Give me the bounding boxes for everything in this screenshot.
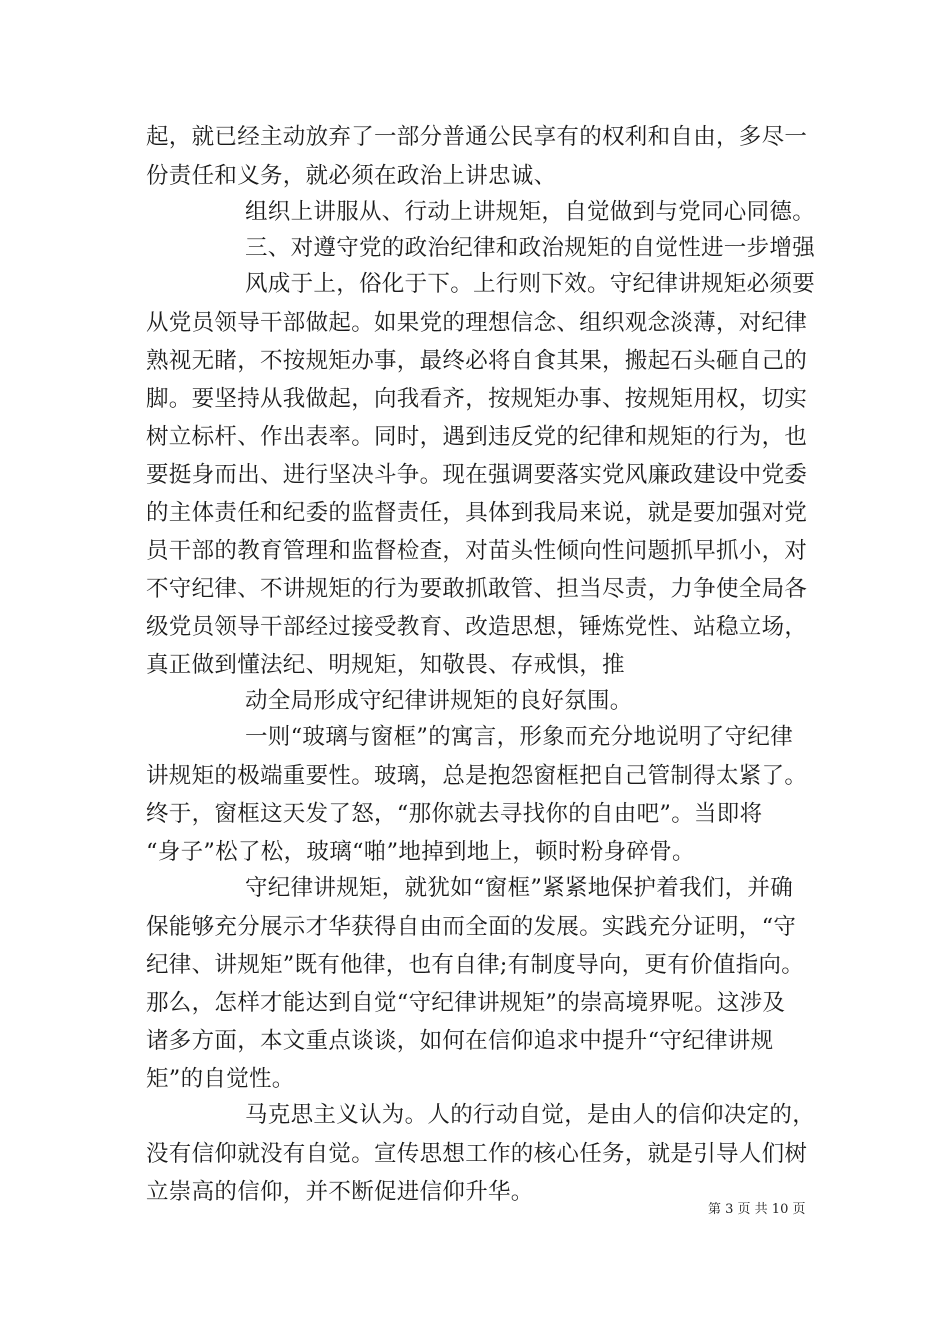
text-line: 守纪律讲规矩，就犹如“窗框”紧紧地保护着我们，并确 (245, 875, 794, 901)
text-line: 矩”的自觉性。 (146, 1066, 295, 1092)
text-line: 保能够充分展示才华获得自由而全面的发展。实践充分证明，“守 (146, 914, 797, 940)
text-line: 马克思主义认为。人的行动自觉，是由人的信仰决定的， (245, 1102, 816, 1128)
section-heading: 三、对遵守党的政治纪律和政治规矩的自觉性进一步增强 (245, 235, 816, 261)
text-line: 纪律、讲规矩”既有他律，也有自律;有制度导向，更有价值指向。 (146, 952, 805, 978)
text-line: 终于，窗框这天发了怒，“那你就去寻找你的自由吧”。当即将 (146, 801, 763, 827)
text-line: 真正做到懂法纪、明规矩，知敬畏、存戒惧，推 (146, 652, 625, 678)
text-line: 员干部的教育管理和监督检查，对苗头性倾向性问题抓早抓小，对 (146, 538, 808, 564)
text-line: 不守纪律、不讲规矩的行为要敢抓敢管、担当尽责，力争使全局各 (146, 576, 808, 602)
text-line: 风成于上，俗化于下。上行则下效。守纪律讲规矩必须要 (245, 271, 816, 297)
text-line: 动全局形成守纪律讲规矩的良好氛围。 (245, 688, 633, 714)
text-line: “身子”松了松，玻璃“啪”地掉到地上，顿时粉身碎骨。 (146, 839, 695, 865)
page-number: 第 3 页 共 10 页 (708, 1202, 806, 1217)
text-line: 的主体责任和纪委的监督责任，具体到我局来说，就是要加强对党 (146, 500, 808, 526)
text-line: 一则“玻璃与窗框”的寓言，形象而充分地说明了守纪律 (245, 724, 794, 750)
text-line: 份责任和义务，就必须在政治上讲忠诚、 (146, 163, 557, 189)
text-line: 树立标杆、作出表率。同时，遇到违反党的纪律和规矩的行为，也 (146, 424, 808, 450)
text-line: 诸多方面，本文重点谈谈，如何在信仰追求中提升“守纪律讲规 (146, 1028, 774, 1054)
text-line: 组织上讲服从、行动上讲规矩，自觉做到与党同心同德。 (245, 199, 816, 225)
text-line: 立崇高的信仰，并不断促进信仰升华。 (146, 1179, 534, 1205)
text-line: 从党员领导干部做起。如果党的理想信念、组织观念淡薄，对纪律 (146, 310, 808, 336)
text-line: 要挺身而出、进行坚决斗争。现在强调要落实党风廉政建设中党委 (146, 462, 808, 488)
text-line: 起，就已经主动放弃了一部分普通公民享有的权利和自由，多尽一 (146, 124, 808, 150)
text-line: 熟视无睹，不按规矩办事，最终必将自食其果，搬起石头砸自己的 (146, 348, 808, 374)
text-line: 级党员领导干部经过接受教育、改造思想，锤炼党性、站稳立场， (146, 614, 808, 640)
text-line: 脚。要坚持从我做起，向我看齐，按规矩办事、按规矩用权，切实 (146, 386, 808, 412)
text-line: 那么，怎样才能达到自觉“守纪律讲规矩”的崇高境界呢。这涉及 (146, 990, 786, 1016)
text-line: 没有信仰就没有自觉。宣传思想工作的核心任务，就是引导人们树 (146, 1141, 808, 1167)
text-line: 讲规矩的极端重要性。玻璃，总是抱怨窗框把自己管制得太紧了。 (146, 763, 808, 789)
